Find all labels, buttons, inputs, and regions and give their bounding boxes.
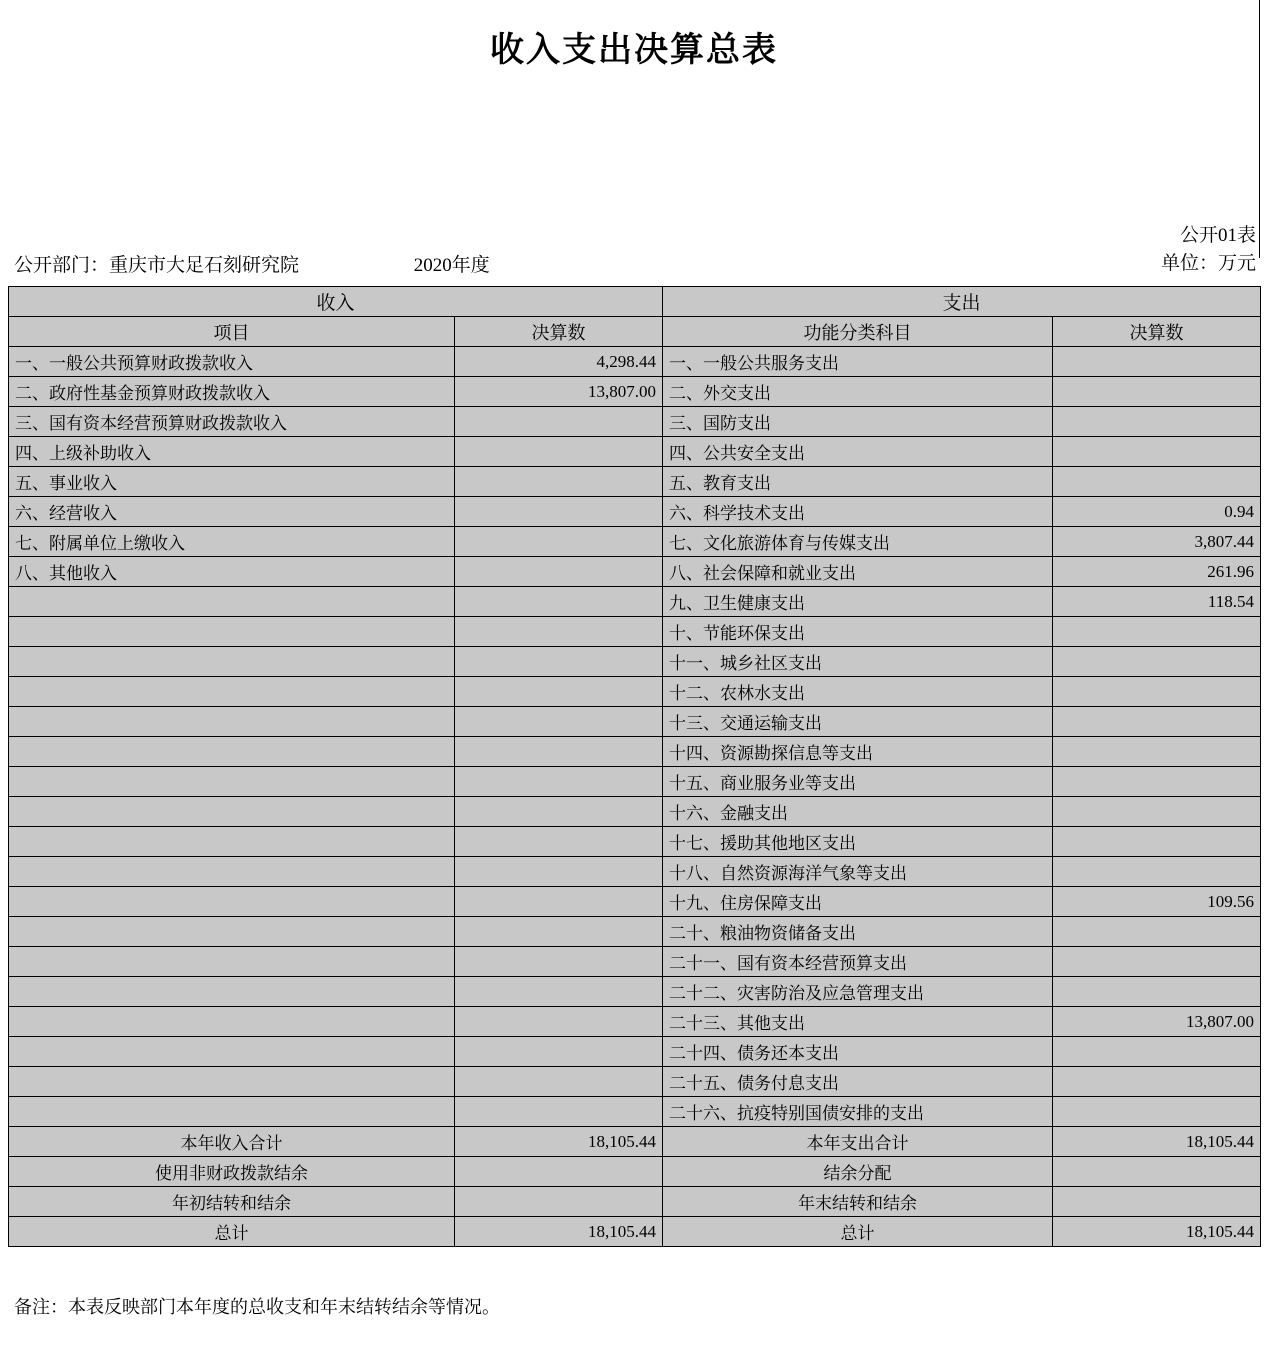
budget-table [8,286,1261,1247]
cell-expense-item: 二十、粮油物资储备支出 [663,917,1053,947]
cell-expense-item: 二十四、债务还本支出 [663,1037,1053,1067]
cell-expense-item: 二十五、债务付息支出 [663,1067,1053,1097]
cell-income-amount [455,527,663,557]
cell-expense-amount [1053,1067,1261,1097]
cell-income-item [9,1007,455,1037]
cell-income-item: 五、事业收入 [9,467,455,497]
table-row [9,737,1261,767]
cell-income-item [9,797,455,827]
table-summary-row [9,1157,1261,1187]
table-row [9,377,1261,407]
table-row [9,527,1261,557]
table-row [9,767,1261,797]
cell-expense-item: 十八、自然资源海洋气象等支出 [663,857,1053,887]
cell-expense-item: 七、文化旅游体育与传媒支出 [663,527,1053,557]
cell-income-amount [455,857,663,887]
cell-expense-item: 十四、资源勘探信息等支出 [663,737,1053,767]
table-row [9,1097,1261,1127]
cell-expense-amount: 261.96 [1053,557,1261,587]
cell-expense-summary-amount: 18,105.44 [1053,1127,1261,1157]
cell-income-amount [455,707,663,737]
table-row [9,797,1261,827]
table-row [9,497,1261,527]
cell-income-amount [455,407,663,437]
cell-expense-item: 二十一、国有资本经营预算支出 [663,947,1053,977]
cell-income-amount [455,467,663,497]
table-row [9,947,1261,977]
cell-expense-item: 十三、交通运输支出 [663,707,1053,737]
cell-expense-item: 十九、住房保障支出 [663,887,1053,917]
cell-income-item [9,767,455,797]
cell-expense-amount [1053,827,1261,857]
cell-income-item [9,647,455,677]
cell-income-amount [455,617,663,647]
cell-income-item: 二、政府性基金预算财政拨款收入 [9,377,455,407]
table-column-header-row [9,317,1261,347]
cell-income-summary-amount: 18,105.44 [455,1127,663,1157]
cell-expense-amount [1053,1097,1261,1127]
cell-expense-amount [1053,407,1261,437]
cell-expense-summary-label: 总计 [663,1217,1053,1247]
cell-income-summary-label: 使用非财政拨款结余 [9,1157,455,1187]
unit-label: 单位：万元 [1160,253,1256,274]
cell-expense-summary-label: 年末结转和结余 [663,1187,1053,1217]
cell-income-amount [455,767,663,797]
cell-income-amount [455,437,663,467]
cell-income-amount [455,887,663,917]
group-header-income: 收入 [9,287,663,317]
cell-income-item [9,917,455,947]
table-row [9,677,1261,707]
cell-income-amount: 4,298.44 [455,347,663,377]
cell-income-amount [455,947,663,977]
cell-expense-summary-label: 结余分配 [663,1157,1053,1187]
cell-income-item [9,887,455,917]
cell-income-item [9,587,455,617]
cell-income-item [9,617,455,647]
cell-income-amount [455,677,663,707]
cell-income-item: 六、经营收入 [9,497,455,527]
column-header-income-item: 项目 [9,317,455,347]
cell-expense-amount: 3,807.44 [1053,527,1261,557]
page-title: 收入支出决算总表 [490,30,778,70]
cell-income-amount [455,1007,663,1037]
cell-expense-item: 十七、援助其他地区支出 [663,827,1053,857]
cell-income-amount [455,827,663,857]
table-row [9,707,1261,737]
cell-expense-amount [1053,737,1261,767]
cell-expense-summary-amount: 18,105.44 [1053,1217,1261,1247]
cell-expense-amount [1053,1037,1261,1067]
department-meta [14,250,490,277]
table-row [9,557,1261,587]
cell-income-summary-amount: 18,105.44 [455,1217,663,1247]
cell-income-item [9,737,455,767]
cell-expense-item: 九、卫生健康支出 [663,587,1053,617]
table-row [9,647,1261,677]
cell-income-item [9,1097,455,1127]
cell-expense-summary-amount [1053,1187,1261,1217]
cell-income-amount [455,587,663,617]
table-summary-row [9,1127,1261,1157]
table-row [9,437,1261,467]
table-row [9,1007,1261,1037]
cell-expense-amount: 109.56 [1053,887,1261,917]
column-header-income-amount: 决算数 [455,317,663,347]
cell-income-item [9,977,455,1007]
cell-expense-amount [1053,947,1261,977]
cell-expense-item: 十、节能环保支出 [663,617,1053,647]
group-header-expense: 支出 [663,287,1261,317]
cell-expense-amount [1053,857,1261,887]
cell-expense-amount [1053,347,1261,377]
cell-income-amount [455,797,663,827]
table-row [9,1037,1261,1067]
header-vertical-rule [1259,0,1260,258]
table-group-header-row [9,287,1261,317]
cell-income-summary-label: 总计 [9,1217,455,1247]
cell-income-item [9,947,455,977]
table-row [9,977,1261,1007]
table-row [9,617,1261,647]
table-row [9,347,1261,377]
table-row [9,587,1261,617]
cell-expense-amount [1053,797,1261,827]
cell-expense-item: 三、国防支出 [663,407,1053,437]
cell-income-summary-label: 年初结转和结余 [9,1187,455,1217]
cell-expense-item: 一、一般公共服务支出 [663,347,1053,377]
table-row [9,857,1261,887]
cell-income-item [9,677,455,707]
cell-expense-amount [1053,647,1261,677]
cell-expense-summary-amount [1053,1157,1261,1187]
cell-expense-amount [1053,677,1261,707]
cell-expense-amount [1053,617,1261,647]
cell-expense-item: 十五、商业服务业等支出 [663,767,1053,797]
cell-expense-amount: 118.54 [1053,587,1261,617]
cell-income-item: 七、附属单位上缴收入 [9,527,455,557]
cell-expense-amount [1053,467,1261,497]
cell-expense-amount [1053,917,1261,947]
cell-income-item [9,1037,455,1067]
cell-income-item [9,1067,455,1097]
cell-income-amount [455,737,663,767]
cell-income-amount [455,1067,663,1097]
table-row [9,827,1261,857]
form-code: 公开01表 [1179,225,1256,246]
cell-expense-amount [1053,767,1261,797]
cell-expense-item: 四、公共安全支出 [663,437,1053,467]
cell-income-amount [455,1097,663,1127]
cell-expense-item: 二十六、抗疫特别国债安排的支出 [663,1097,1053,1127]
cell-income-item: 四、上级补助收入 [9,437,455,467]
cell-expense-item: 十六、金融支出 [663,797,1053,827]
table-summary-row [9,1187,1261,1217]
cell-income-amount [455,647,663,677]
cell-income-summary-label: 本年收入合计 [9,1127,455,1157]
cell-income-item: 八、其他收入 [9,557,455,587]
table-summary-row [9,1217,1261,1247]
department-label: 公开部门：重庆市大足石刻研究院 [14,255,300,276]
cell-expense-amount: 0.94 [1053,497,1261,527]
cell-income-item [9,827,455,857]
cell-income-summary-amount [455,1157,663,1187]
cell-expense-item: 二十三、其他支出 [663,1007,1053,1037]
cell-expense-item: 十二、农林水支出 [663,677,1053,707]
cell-income-item [9,707,455,737]
cell-income-item: 一、一般公共预算财政拨款收入 [9,347,455,377]
column-header-expense-amount: 决算数 [1053,317,1261,347]
cell-expense-amount [1053,437,1261,467]
table-note: 备注：本表反映部门本年度的总收支和年末结转结余等情况。 [14,1297,500,1317]
cell-expense-item: 二、外交支出 [663,377,1053,407]
cell-income-amount [455,1037,663,1067]
cell-expense-summary-label: 本年支出合计 [663,1127,1053,1157]
column-header-expense-item: 功能分类科目 [663,317,1053,347]
table-row [9,467,1261,497]
cell-expense-item: 五、教育支出 [663,467,1053,497]
cell-income-amount: 13,807.00 [455,377,663,407]
cell-expense-item: 八、社会保障和就业支出 [663,557,1053,587]
cell-expense-amount [1053,977,1261,1007]
cell-income-item [9,857,455,887]
cell-income-amount [455,977,663,1007]
cell-income-amount [455,497,663,527]
cell-income-item: 三、国有资本经营预算财政拨款收入 [9,407,455,437]
cell-expense-item: 二十二、灾害防治及应急管理支出 [663,977,1053,1007]
cell-income-summary-amount [455,1187,663,1217]
cell-income-amount [455,557,663,587]
table-row [9,917,1261,947]
table-row [9,407,1261,437]
year-label: 2020年度 [413,255,490,276]
table-row [9,1067,1261,1097]
cell-expense-amount [1053,377,1261,407]
form-meta [1161,222,1256,278]
cell-income-amount [455,917,663,947]
cell-expense-amount: 13,807.00 [1053,1007,1261,1037]
cell-expense-amount [1053,707,1261,737]
table-row [9,887,1261,917]
cell-expense-item: 十一、城乡社区支出 [663,647,1053,677]
cell-expense-item: 六、科学技术支出 [663,497,1053,527]
